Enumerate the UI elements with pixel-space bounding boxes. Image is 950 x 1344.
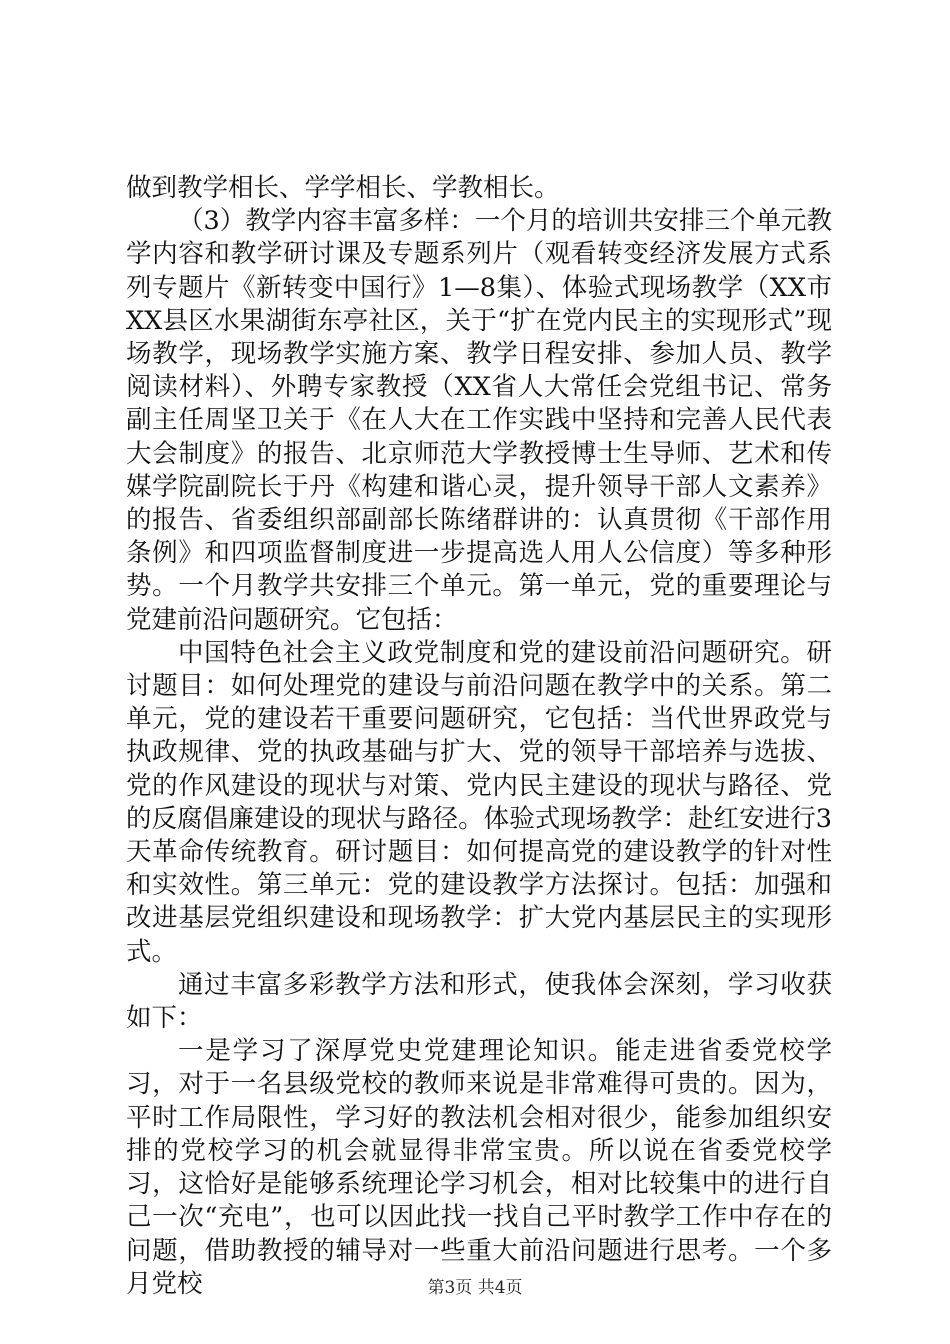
paragraph-teaching-content: （3）教学内容丰富多样：一个月的培训共安排三个单元教学内容和教学研讨课及专题系列片（观看转变经济发展方式系列专题片《新转变中国行》1—8集）、体验式现场教学（XX市XX县区水果湖街东亭社区，关于“扩在党内民主的实现形式”现场教学，现场教学实施方案、教学日程安排、参加人员、教学阅读材料）、外聘专家教授（XX省人大常任会党组书记、常务副主任周坚卫关于《在人大在工作实践中坚持和完善人民代表大会制度》的报告、北京师范大学教授博士生导师、艺术和传媒学院副院长于丹《构建和谐心灵，提升领导干部人文素养》的报告、省委组织部副部长陈绪群讲的：认真贯彻《干部作用条例》和四项监督制度进一步提高选人用人公信度）等多种形势。一个月教学共安排三个单元。第一单元，党的重要理论与党建前沿问题研究。它包括： (126, 206, 832, 635)
paragraph-gains-intro: 通过丰富多彩教学方法和形式，使我体会深刻，学习收获如下： (126, 969, 832, 1034)
page-footer: 第3页 共4页 (427, 1278, 523, 1298)
paragraph-units: 中国特色社会主义政党制度和党的建设前沿问题研究。研讨题目：如何处理党的建设与前沿问题在教学中的关系。第二单元，党的建设若干重要问题研究，它包括：当代世界政党与执政规律、党的执政基础与扩大、党的领导干部培养与选拔、党的作风建设的现状与对策、党内民主建设的现状与路径、党的反腐倡廉建设的现状与路径。体验式现场教学：赴红安进行3天革命传统教育。研讨题目：如何提高党的建设教学的针对性和实效性。第三单元：党的建设教学方法探讨。包括：加强和改进基层党组织建设和现场教学：扩大党内基层民主的实现形式。 (126, 637, 832, 967)
paragraph-gain-one: 一是学习了深厚党史党建理论知识。能走进省委党校学习，对于一名县级党校的教师来说是非常难得可贵的。因为，平时工作局限性，学习好的教法机会相对很少，能参加组织安排的党校学习的机会就显得非常宝贵。所以说在省委党校学习，这恰好是能够系统理论学习机会，相对比较集中的进行自己一次“充电”，也可以因此找一找自己平时教学工作中存在的问题，借助教授的辅导对一些重大前沿问题进行思考。一个多月党校 (126, 1036, 832, 1299)
paragraph-continuation: 做到教学相长、学学相长、学教相长。 (126, 173, 560, 203)
document-body (126, 172, 832, 1301)
